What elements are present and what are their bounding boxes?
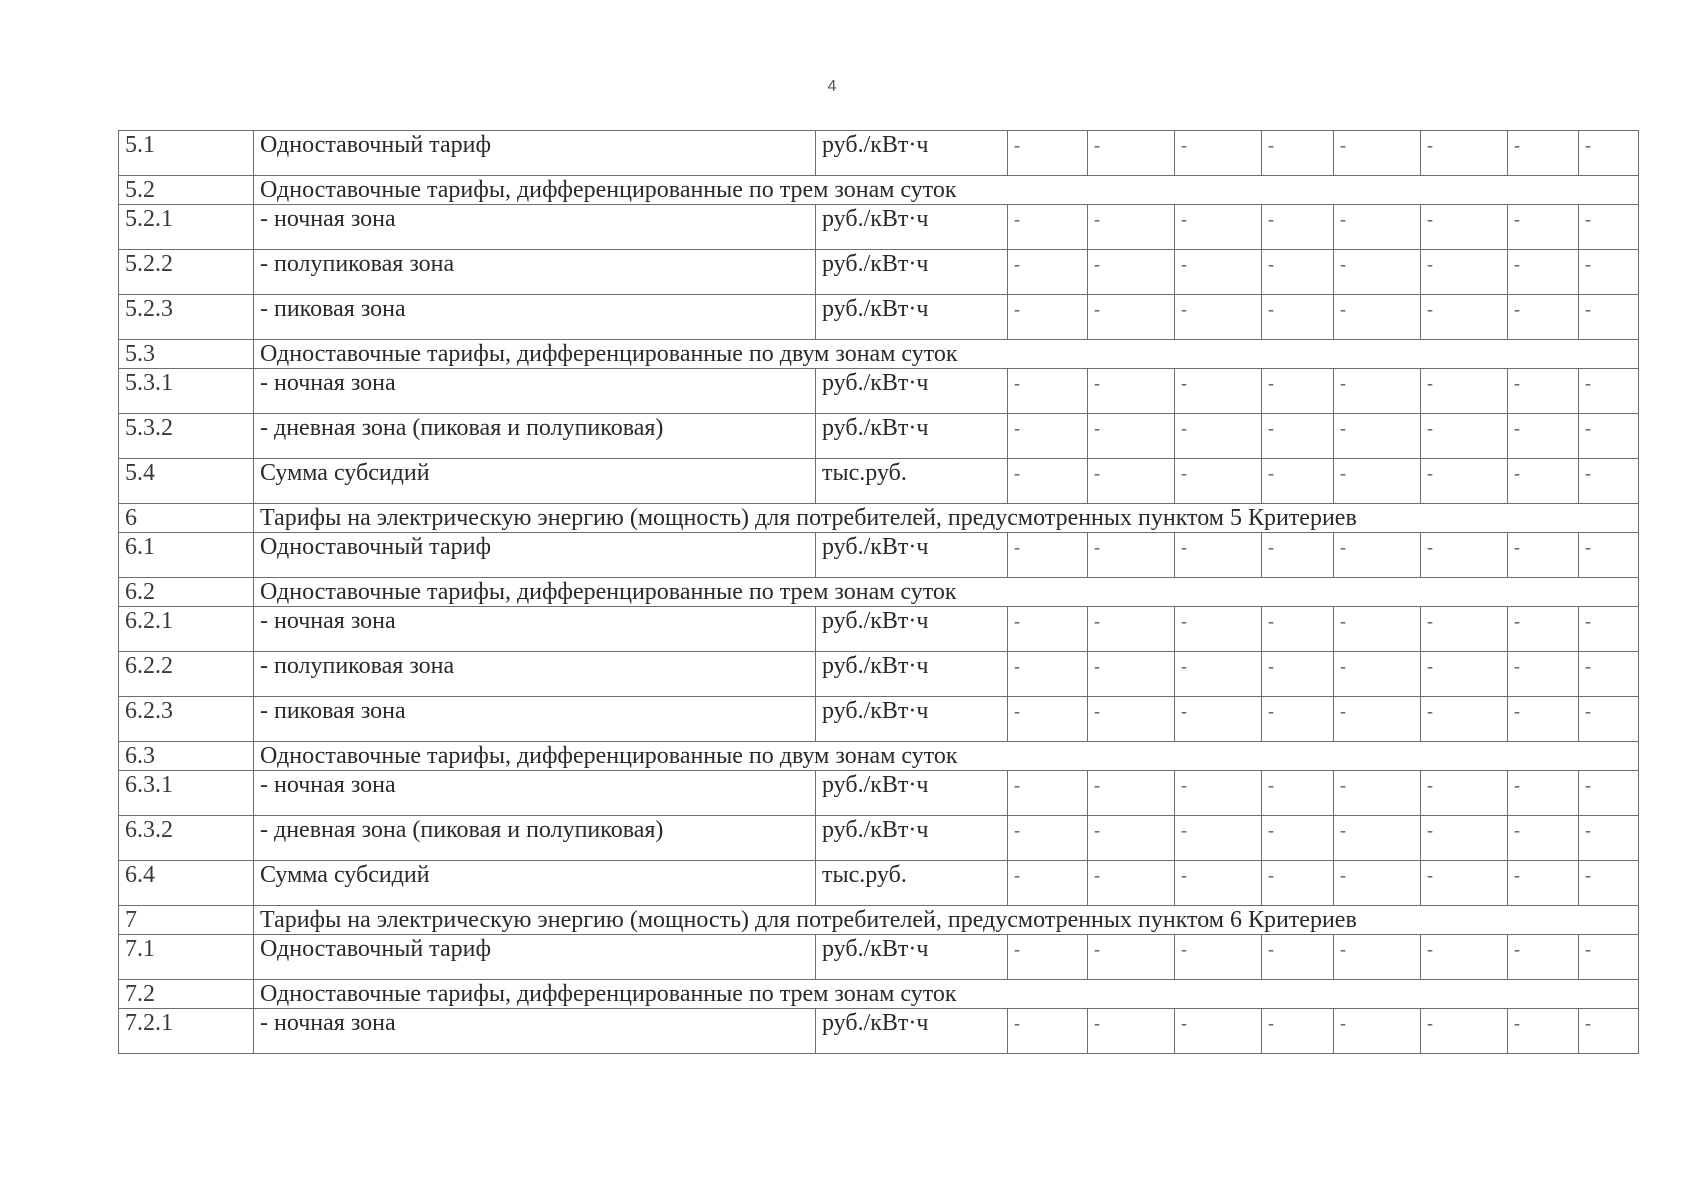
value-cell: - xyxy=(1175,205,1262,250)
row-code: 6.4 xyxy=(119,861,254,906)
table-row xyxy=(119,369,1639,414)
row-code: 6.1 xyxy=(119,533,254,578)
row-code: 6.3.1 xyxy=(119,771,254,816)
value-cell: - xyxy=(1508,459,1579,504)
value-cell: - xyxy=(1421,861,1508,906)
value-cell: - xyxy=(1262,459,1334,504)
value-cell: - xyxy=(1175,816,1262,861)
row-label: - полупиковая зона xyxy=(254,250,816,295)
row-code: 5.3.2 xyxy=(119,414,254,459)
value-cell: - xyxy=(1262,697,1334,742)
value-cell: - xyxy=(1262,250,1334,295)
value-cell: - xyxy=(1088,205,1175,250)
value-cell: - xyxy=(1008,697,1088,742)
value-cell: - xyxy=(1579,771,1639,816)
page-number: 4 xyxy=(827,78,837,95)
value-cell: - xyxy=(1421,369,1508,414)
section-title: Одноставочные тарифы, дифференцированные по трем зонам суток xyxy=(254,578,1639,607)
value-cell: - xyxy=(1334,816,1421,861)
table-row xyxy=(119,414,1639,459)
value-cell: - xyxy=(1421,771,1508,816)
table-section-row xyxy=(119,742,1639,771)
table-row xyxy=(119,816,1639,861)
table-section-row xyxy=(119,906,1639,935)
row-unit: руб./кВт·ч xyxy=(816,414,1008,459)
value-cell: - xyxy=(1334,607,1421,652)
value-cell: - xyxy=(1334,250,1421,295)
value-cell: - xyxy=(1088,816,1175,861)
value-cell: - xyxy=(1421,295,1508,340)
row-label: - ночная зона xyxy=(254,1009,816,1054)
table-section-row xyxy=(119,176,1639,205)
value-cell: - xyxy=(1579,697,1639,742)
row-code: 6.3 xyxy=(119,742,254,771)
value-cell: - xyxy=(1262,816,1334,861)
value-cell: - xyxy=(1334,369,1421,414)
value-cell: - xyxy=(1508,935,1579,980)
row-label: - дневная зона (пиковая и полупиковая) xyxy=(254,414,816,459)
table-row xyxy=(119,771,1639,816)
value-cell: - xyxy=(1008,295,1088,340)
value-cell: - xyxy=(1262,607,1334,652)
value-cell: - xyxy=(1088,935,1175,980)
row-code: 5.2 xyxy=(119,176,254,205)
value-cell: - xyxy=(1088,771,1175,816)
value-cell: - xyxy=(1262,533,1334,578)
table-row xyxy=(119,935,1639,980)
value-cell: - xyxy=(1508,131,1579,176)
value-cell: - xyxy=(1008,607,1088,652)
value-cell: - xyxy=(1008,459,1088,504)
value-cell: - xyxy=(1579,861,1639,906)
value-cell: - xyxy=(1579,607,1639,652)
value-cell: - xyxy=(1175,607,1262,652)
row-unit: руб./кВт·ч xyxy=(816,771,1008,816)
value-cell: - xyxy=(1508,1009,1579,1054)
row-label: - ночная зона xyxy=(254,771,816,816)
value-cell: - xyxy=(1175,771,1262,816)
value-cell: - xyxy=(1508,369,1579,414)
value-cell: - xyxy=(1334,1009,1421,1054)
table-section-row xyxy=(119,578,1639,607)
value-cell: - xyxy=(1421,205,1508,250)
row-label: - ночная зона xyxy=(254,607,816,652)
value-cell: - xyxy=(1008,861,1088,906)
value-cell: - xyxy=(1579,652,1639,697)
value-cell: - xyxy=(1508,295,1579,340)
row-code: 5.4 xyxy=(119,459,254,504)
value-cell: - xyxy=(1579,1009,1639,1054)
value-cell: - xyxy=(1088,533,1175,578)
section-title: Тарифы на электрическую энергию (мощность) для потребителей, предусмотренных пунктом 6 Критериев xyxy=(254,906,1639,935)
row-code: 5.2.3 xyxy=(119,295,254,340)
value-cell: - xyxy=(1421,607,1508,652)
value-cell: - xyxy=(1175,533,1262,578)
section-title: Одноставочные тарифы, дифференцированные по двум зонам суток xyxy=(254,340,1639,369)
row-unit: руб./кВт·ч xyxy=(816,295,1008,340)
table-row xyxy=(119,131,1639,176)
value-cell: - xyxy=(1008,1009,1088,1054)
table-row xyxy=(119,205,1639,250)
value-cell: - xyxy=(1175,935,1262,980)
row-label: Одноставочный тариф xyxy=(254,533,816,578)
value-cell: - xyxy=(1421,131,1508,176)
value-cell: - xyxy=(1088,607,1175,652)
row-code: 5.1 xyxy=(119,131,254,176)
value-cell: - xyxy=(1421,697,1508,742)
value-cell: - xyxy=(1421,652,1508,697)
value-cell: - xyxy=(1088,1009,1175,1054)
value-cell: - xyxy=(1334,697,1421,742)
value-cell: - xyxy=(1008,131,1088,176)
value-cell: - xyxy=(1421,816,1508,861)
row-label: - пиковая зона xyxy=(254,295,816,340)
row-label: - дневная зона (пиковая и полупиковая) xyxy=(254,816,816,861)
value-cell: - xyxy=(1579,816,1639,861)
row-unit: руб./кВт·ч xyxy=(816,533,1008,578)
row-code: 7 xyxy=(119,906,254,935)
value-cell: - xyxy=(1008,816,1088,861)
value-cell: - xyxy=(1421,459,1508,504)
value-cell: - xyxy=(1334,295,1421,340)
table-row xyxy=(119,861,1639,906)
row-unit: руб./кВт·ч xyxy=(816,205,1008,250)
value-cell: - xyxy=(1008,935,1088,980)
value-cell: - xyxy=(1008,414,1088,459)
value-cell: - xyxy=(1175,652,1262,697)
table-row xyxy=(119,295,1639,340)
row-label: Сумма субсидий xyxy=(254,459,816,504)
value-cell: - xyxy=(1008,771,1088,816)
value-cell: - xyxy=(1508,697,1579,742)
tariff-table-body xyxy=(119,131,1639,1054)
row-code: 6 xyxy=(119,504,254,533)
tariff-table xyxy=(118,130,1639,1054)
value-cell: - xyxy=(1579,369,1639,414)
value-cell: - xyxy=(1088,697,1175,742)
value-cell: - xyxy=(1262,861,1334,906)
value-cell: - xyxy=(1508,414,1579,459)
row-unit: руб./кВт·ч xyxy=(816,1009,1008,1054)
value-cell: - xyxy=(1262,414,1334,459)
row-code: 7.1 xyxy=(119,935,254,980)
row-label: - пиковая зона xyxy=(254,697,816,742)
section-title: Одноставочные тарифы, дифференцированные по двум зонам суток xyxy=(254,742,1639,771)
row-unit: руб./кВт·ч xyxy=(816,369,1008,414)
table-row xyxy=(119,652,1639,697)
value-cell: - xyxy=(1421,250,1508,295)
value-cell: - xyxy=(1008,533,1088,578)
value-cell: - xyxy=(1088,414,1175,459)
value-cell: - xyxy=(1262,131,1334,176)
row-unit: руб./кВт·ч xyxy=(816,816,1008,861)
table-section-row xyxy=(119,340,1639,369)
row-unit: тыс.руб. xyxy=(816,861,1008,906)
value-cell: - xyxy=(1334,652,1421,697)
table-section-row xyxy=(119,504,1639,533)
row-unit: руб./кВт·ч xyxy=(816,652,1008,697)
row-label: Одноставочный тариф xyxy=(254,131,816,176)
value-cell: - xyxy=(1262,935,1334,980)
value-cell: - xyxy=(1508,607,1579,652)
row-code: 5.3.1 xyxy=(119,369,254,414)
row-unit: руб./кВт·ч xyxy=(816,131,1008,176)
value-cell: - xyxy=(1262,295,1334,340)
value-cell: - xyxy=(1508,816,1579,861)
value-cell: - xyxy=(1508,533,1579,578)
value-cell: - xyxy=(1175,697,1262,742)
table-row xyxy=(119,697,1639,742)
row-label: - ночная зона xyxy=(254,205,816,250)
value-cell: - xyxy=(1579,533,1639,578)
value-cell: - xyxy=(1334,771,1421,816)
value-cell: - xyxy=(1421,1009,1508,1054)
value-cell: - xyxy=(1088,295,1175,340)
row-label: Одноставочный тариф xyxy=(254,935,816,980)
row-label: - ночная зона xyxy=(254,369,816,414)
value-cell: - xyxy=(1008,250,1088,295)
value-cell: - xyxy=(1262,205,1334,250)
value-cell: - xyxy=(1088,861,1175,906)
row-code: 7.2 xyxy=(119,980,254,1009)
value-cell: - xyxy=(1334,533,1421,578)
row-unit: тыс.руб. xyxy=(816,459,1008,504)
value-cell: - xyxy=(1088,250,1175,295)
value-cell: - xyxy=(1175,369,1262,414)
value-cell: - xyxy=(1579,935,1639,980)
value-cell: - xyxy=(1262,1009,1334,1054)
row-unit: руб./кВт·ч xyxy=(816,607,1008,652)
value-cell: - xyxy=(1579,250,1639,295)
value-cell: - xyxy=(1008,369,1088,414)
value-cell: - xyxy=(1334,414,1421,459)
table-section-row xyxy=(119,980,1639,1009)
value-cell: - xyxy=(1175,414,1262,459)
table-row xyxy=(119,459,1639,504)
value-cell: - xyxy=(1175,295,1262,340)
section-title: Тарифы на электрическую энергию (мощность) для потребителей, предусмотренных пунктом 5 Критериев xyxy=(254,504,1639,533)
value-cell: - xyxy=(1175,131,1262,176)
table-row xyxy=(119,250,1639,295)
row-code: 6.2.3 xyxy=(119,697,254,742)
value-cell: - xyxy=(1508,250,1579,295)
value-cell: - xyxy=(1421,533,1508,578)
row-code: 6.2 xyxy=(119,578,254,607)
value-cell: - xyxy=(1334,935,1421,980)
table-row xyxy=(119,533,1639,578)
row-code: 6.3.2 xyxy=(119,816,254,861)
value-cell: - xyxy=(1334,131,1421,176)
value-cell: - xyxy=(1579,131,1639,176)
value-cell: - xyxy=(1088,652,1175,697)
value-cell: - xyxy=(1579,295,1639,340)
value-cell: - xyxy=(1508,771,1579,816)
row-code: 5.2.1 xyxy=(119,205,254,250)
row-code: 5.3 xyxy=(119,340,254,369)
row-code: 6.2.2 xyxy=(119,652,254,697)
value-cell: - xyxy=(1175,861,1262,906)
value-cell: - xyxy=(1008,205,1088,250)
value-cell: - xyxy=(1262,771,1334,816)
row-label: - полупиковая зона xyxy=(254,652,816,697)
value-cell: - xyxy=(1508,652,1579,697)
value-cell: - xyxy=(1508,205,1579,250)
value-cell: - xyxy=(1579,414,1639,459)
value-cell: - xyxy=(1262,652,1334,697)
value-cell: - xyxy=(1508,861,1579,906)
row-code: 7.2.1 xyxy=(119,1009,254,1054)
value-cell: - xyxy=(1175,459,1262,504)
value-cell: - xyxy=(1175,250,1262,295)
value-cell: - xyxy=(1175,1009,1262,1054)
row-unit: руб./кВт·ч xyxy=(816,250,1008,295)
value-cell: - xyxy=(1334,459,1421,504)
value-cell: - xyxy=(1008,652,1088,697)
value-cell: - xyxy=(1579,459,1639,504)
value-cell: - xyxy=(1088,131,1175,176)
row-code: 5.2.2 xyxy=(119,250,254,295)
row-unit: руб./кВт·ч xyxy=(816,697,1008,742)
table-row xyxy=(119,1009,1639,1054)
value-cell: - xyxy=(1334,205,1421,250)
row-code: 6.2.1 xyxy=(119,607,254,652)
row-label: Сумма субсидий xyxy=(254,861,816,906)
value-cell: - xyxy=(1088,459,1175,504)
value-cell: - xyxy=(1421,935,1508,980)
section-title: Одноставочные тарифы, дифференцированные по трем зонам суток xyxy=(254,980,1639,1009)
table-row xyxy=(119,607,1639,652)
value-cell: - xyxy=(1334,861,1421,906)
value-cell: - xyxy=(1262,369,1334,414)
value-cell: - xyxy=(1421,414,1508,459)
section-title: Одноставочные тарифы, дифференцированные по трем зонам суток xyxy=(254,176,1639,205)
row-unit: руб./кВт·ч xyxy=(816,935,1008,980)
value-cell: - xyxy=(1088,369,1175,414)
value-cell: - xyxy=(1579,205,1639,250)
